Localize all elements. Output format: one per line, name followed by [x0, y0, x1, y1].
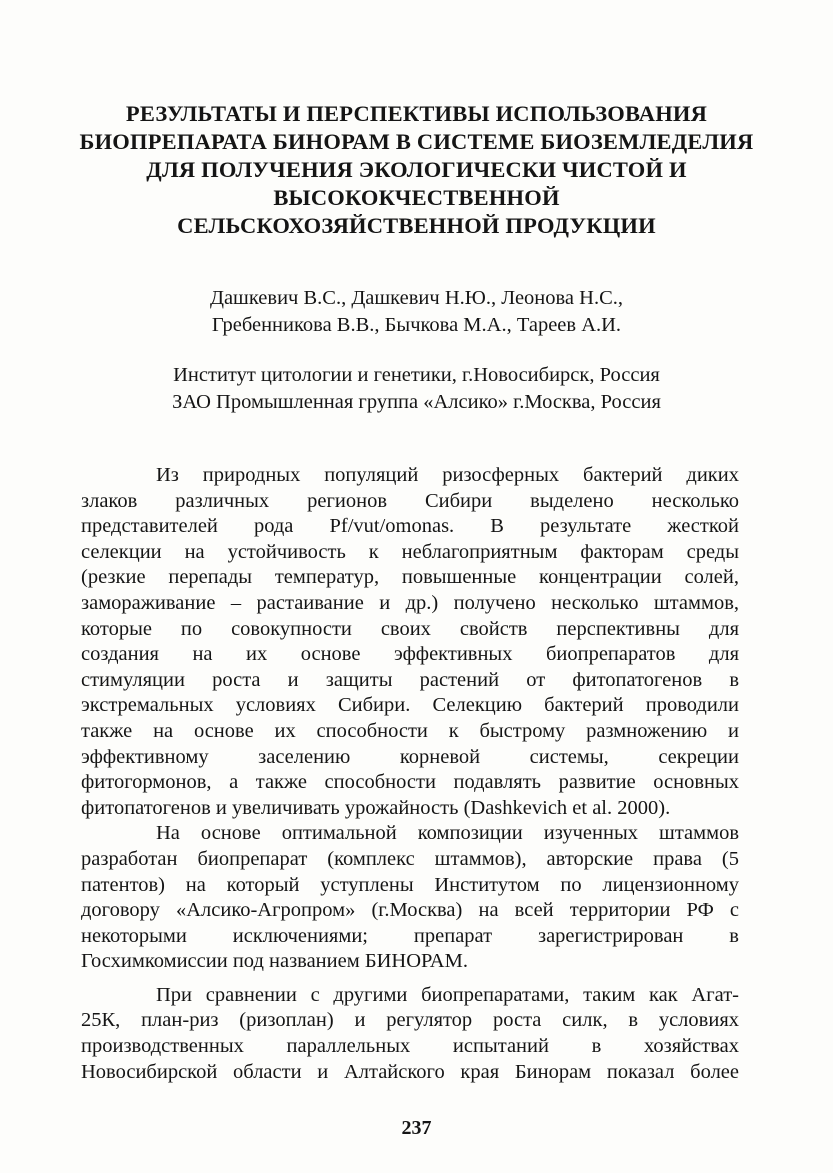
- text-line: некоторыми исключениями; препарат зарегистрирован в: [81, 924, 739, 947]
- text-line: экстремальных условиях Сибири. Селекцию бактерий проводили: [81, 694, 739, 717]
- text-line: 25К, план-риз (ризоплан) и регулятор роста силк, в условиях: [81, 1009, 739, 1032]
- page-number: 237: [401, 1117, 432, 1139]
- paragraph-spacer: [81, 975, 739, 983]
- title-line: РЕЗУЛЬТАТЫ И ПЕРСПЕКТИВЫ ИСПОЛЬЗОВАНИЯ: [125, 101, 708, 126]
- text-line: патентов) на который уступлены Институтом по лицензионному: [81, 873, 739, 896]
- text-line: замораживание – растаивание и др.) получено несколько штаммов,: [81, 591, 739, 614]
- text-line: эффективному заселению корневой системы, секреции: [81, 745, 739, 768]
- authors-line: Дашкевич В.С., Дашкевич Н.Ю., Леонова Н.С.,: [209, 287, 624, 309]
- text-line: производственных параллельных испытаний в хозяйствах: [81, 1035, 739, 1058]
- title-line: ВЫСОКОКЧЕСТВЕННОЙ: [273, 185, 560, 210]
- paper-title: [60, 100, 773, 240]
- affiliation-line: ЗАО Промышленная группа «Алсико» г.Москва, Россия: [172, 391, 661, 413]
- affiliation-line: Институт цитологии и генетики, г.Новосибирск, Россия: [173, 364, 660, 386]
- text-line: Госхимкомиссии под названием БИНОРАМ.: [81, 950, 468, 973]
- text-line: Новосибирской области и Алтайского края Бинорам показал более: [81, 1060, 739, 1083]
- affiliation-list: [60, 362, 773, 416]
- title-line: БИОПРЕПАРАТА БИНОРАМ В СИСТЕМЕ БИОЗЕМЛЕДЕЛИЯ: [79, 129, 754, 154]
- text-line: стимуляции роста и защиты растений от фитопатогенов в: [81, 668, 739, 691]
- text-line: При сравнении с другими биопрепаратами, таким как Агат-: [156, 983, 739, 1006]
- title-line: СЕЛЬСКОХОЗЯЙСТВЕННОЙ ПРОДУКЦИИ: [177, 213, 656, 238]
- text-line: создания на их основе эффективных биопрепаратов для: [81, 643, 739, 666]
- text-line: разработан биопрепарат (комплекс штаммов), авторские права (5: [81, 847, 739, 870]
- text-line: Из природных популяций ризосферных бактерий диких: [156, 464, 739, 486]
- text-line: фитогормонов, а также способности подавлять развитие основных: [81, 771, 739, 794]
- text-line: договору «Алсико-Агропром» (г.Москва) на всей территории РФ с: [81, 899, 739, 922]
- author-list: [60, 285, 773, 339]
- paragraph-3: [81, 983, 739, 1085]
- text-line: селекции на устойчивость к неблагоприятным факторам среды: [81, 540, 739, 563]
- text-line: злаков различных регионов Сибири выделено несколько: [81, 489, 739, 512]
- authors-line: Гребенникова В.В., Бычкова М.А., Тареев А.И.: [211, 314, 622, 336]
- text-line: фитопатогенов и увеличивать урожайность (Dashkevich et al. 2000).: [81, 796, 671, 819]
- paragraph-1: [81, 463, 739, 821]
- body-text: [81, 463, 739, 1085]
- text-line: представителей рода Pf/vut/omonas. В результате жесткой: [81, 515, 739, 538]
- text-line: На основе оптимальной композиции изученных штаммов: [156, 822, 739, 845]
- paragraph-2: [81, 821, 739, 975]
- text-line: также на основе их способности к быстрому размножению и: [81, 719, 739, 742]
- title-line: ДЛЯ ПОЛУЧЕНИЯ ЭКОЛОГИЧЕСКИ ЧИСТОЙ И: [146, 157, 687, 182]
- text-line: (резкие перепады температур, повышенные концентрации солей,: [81, 566, 739, 589]
- text-line: которые по совокупности своих свойств перспективны для: [81, 617, 739, 640]
